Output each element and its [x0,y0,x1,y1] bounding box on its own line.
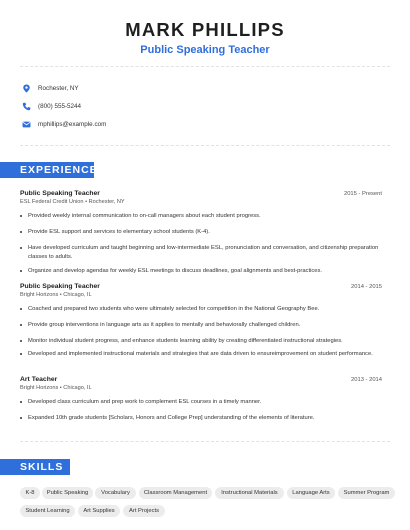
contact-email [22,120,106,129]
skill-chip: Vocabulary [95,487,136,499]
job-entry [20,376,382,421]
skill-chip: Public Speaking [42,487,93,499]
job-dates: 2014 - 2015 [351,284,382,290]
job-employer: Bright Horizons • Chicago, IL [20,385,92,391]
job-title: Public Speaking Teacher [20,190,100,197]
bullet-item: Monitor individual student progress, and enhance students learning ability by creating differentiated instructional strategies. [28,337,382,346]
divider [20,66,390,67]
bullet-item: Organize and develop agendas for weekly ESL meetings to discuss deadlines, goal alignments and best-practices. [28,267,382,276]
bullet-item: Coached and prepared two students who were ultimately selected for competition in the National Geography Bee. [28,305,382,314]
bullet-item: Provided weekly internal communication to on-call managers about each student progress. [28,212,382,221]
phone-text: (800) 555-5244 [38,103,82,110]
skill-chip: Art Supplies [78,505,120,517]
section-experience-heading: EXPERIENCE [0,162,94,178]
skill-chip: Summer Program [338,487,395,499]
phone-icon [22,102,31,111]
job-title: Public Speaking Teacher [20,283,100,290]
email-icon [22,120,31,129]
bullet-item: Have developed curriculum and taught beginning and low-intermediate ESL, pronunciation and conversation, and citizenship preparation classes to adults. [28,244,382,261]
location-pin-icon [22,84,31,93]
skill-chip: Student Learning [20,505,75,517]
divider [20,145,390,146]
section-skills-heading: SKILLS [0,459,70,475]
skill-chip: Classroom Management [139,487,212,499]
contact-phone [22,102,81,111]
skill-chip: Instructional Materials [215,487,284,499]
contact-location [22,84,79,93]
bullet-item: Provide ESL support and services to elementary school students (K-4). [28,228,382,237]
job-employer: Bright Horizons • Chicago, IL [20,292,92,298]
job-dates: 2013 - 2014 [351,377,382,383]
location-text: Rochester, NY [38,85,79,92]
job-entry [20,283,382,357]
job-employer: ESL Federal Credit Union • Rochester, NY [20,199,125,205]
skill-chip: Art Projects [123,505,165,517]
candidate-role: Public Speaking Teacher [140,44,270,56]
skill-chip: Language Arts [287,487,335,499]
resume-header [0,0,410,56]
job-entry [20,190,382,274]
bullet-item: Expanded 10th grade students [Scholars, Honors and College Prep] understanding of the elements of literature. [28,414,382,423]
skill-chip: K-8 [20,487,40,499]
bullet-item: Developed and implemented instructional materials and strategies that are data driven to ensureimprovement on student performance. [28,350,382,359]
divider [20,441,390,442]
bullet-item: Developed class curriculum and prep work to complement ESL courses in a timely manner. [28,398,382,407]
email-text: mphillips@example.com [38,121,107,128]
job-title: Art Teacher [20,376,58,383]
bullet-item: Provide group interventions in language arts as it applies to mentally and behaviorally challenged children. [28,321,382,330]
candidate-name: MARK PHILLIPS [125,19,285,40]
job-dates: 2015 - Present [343,191,382,197]
